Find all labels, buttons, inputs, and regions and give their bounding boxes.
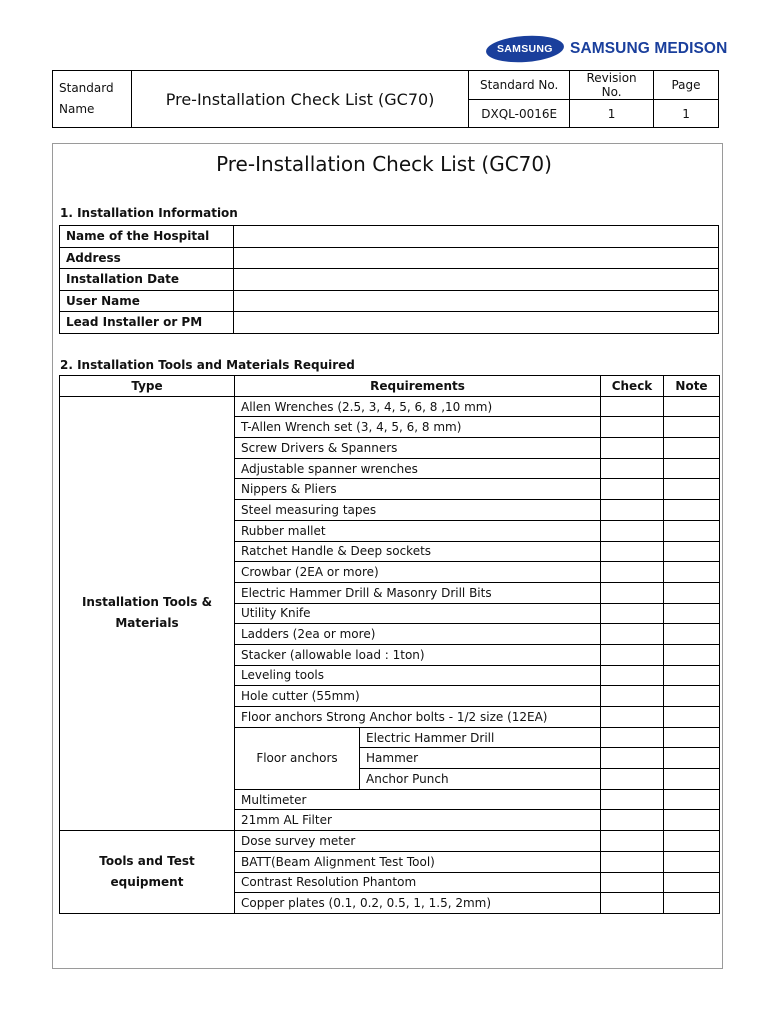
note-cell[interactable] xyxy=(664,893,720,914)
info-label: Name of the Hospital xyxy=(60,226,234,248)
check-cell[interactable] xyxy=(601,748,664,769)
note-cell[interactable] xyxy=(664,831,720,852)
standard-no-label: Standard No. xyxy=(469,71,570,100)
requirement-item: Hole cutter (55mm) xyxy=(235,686,601,707)
requirement-row xyxy=(60,831,720,852)
check-cell[interactable] xyxy=(601,686,664,707)
requirement-item: Nippers & Pliers xyxy=(235,479,601,500)
check-cell[interactable] xyxy=(601,893,664,914)
requirement-item: Stacker (allowable load : 1ton) xyxy=(235,644,601,665)
tools-materials-table xyxy=(59,375,720,914)
check-cell[interactable] xyxy=(601,769,664,790)
column-header-check: Check xyxy=(601,376,664,397)
check-cell[interactable] xyxy=(601,644,664,665)
revision-no-value: 1 xyxy=(570,100,654,128)
check-cell[interactable] xyxy=(601,479,664,500)
standard-name-value: Pre-Installation Check List (GC70) xyxy=(131,71,468,128)
check-cell[interactable] xyxy=(601,562,664,583)
requirement-item: T-Allen Wrench set (3, 4, 5, 6, 8 mm) xyxy=(235,417,601,438)
note-cell[interactable] xyxy=(664,541,720,562)
info-label: Address xyxy=(60,247,234,269)
check-cell[interactable] xyxy=(601,582,664,603)
info-value-cell[interactable] xyxy=(234,312,719,334)
requirement-item: Screw Drivers & Spanners xyxy=(235,438,601,459)
note-cell[interactable] xyxy=(664,520,720,541)
type-group-label: Tools and Test equipment xyxy=(60,831,235,914)
requirement-sub-item: Hammer xyxy=(360,748,601,769)
page-value: 1 xyxy=(654,100,719,128)
note-cell[interactable] xyxy=(664,500,720,521)
check-cell[interactable] xyxy=(601,500,664,521)
requirement-item: Utility Knife xyxy=(235,603,601,624)
info-label: Installation Date xyxy=(60,269,234,291)
check-cell[interactable] xyxy=(601,520,664,541)
check-cell[interactable] xyxy=(601,872,664,893)
check-cell[interactable] xyxy=(601,665,664,686)
info-value-cell[interactable] xyxy=(234,247,719,269)
samsung-medison-logo xyxy=(486,36,727,62)
check-cell[interactable] xyxy=(601,458,664,479)
note-cell[interactable] xyxy=(664,872,720,893)
note-cell[interactable] xyxy=(664,851,720,872)
standard-name-label: Standard Name xyxy=(53,71,132,128)
info-row xyxy=(60,290,719,312)
requirement-item: Contrast Resolution Phantom xyxy=(235,872,601,893)
check-cell[interactable] xyxy=(601,541,664,562)
requirement-item: Adjustable spanner wrenches xyxy=(235,458,601,479)
requirement-item: Leveling tools xyxy=(235,665,601,686)
info-value-cell[interactable] xyxy=(234,226,719,248)
samsung-oval-logo xyxy=(485,33,565,64)
revision-no-label: Revision No. xyxy=(570,71,654,100)
info-value-cell[interactable] xyxy=(234,269,719,291)
section-1-heading: 1. Installation Information xyxy=(60,206,238,220)
document-header-table xyxy=(52,70,719,128)
requirement-sub-item: Electric Hammer Drill xyxy=(360,727,601,748)
note-cell[interactable] xyxy=(664,727,720,748)
check-cell[interactable] xyxy=(601,727,664,748)
check-cell[interactable] xyxy=(601,707,664,728)
info-label: Lead Installer or PM xyxy=(60,312,234,334)
info-value-cell[interactable] xyxy=(234,290,719,312)
note-cell[interactable] xyxy=(664,458,720,479)
note-cell[interactable] xyxy=(664,769,720,790)
requirement-item: Rubber mallet xyxy=(235,520,601,541)
info-label: User Name xyxy=(60,290,234,312)
check-cell[interactable] xyxy=(601,831,664,852)
check-cell[interactable] xyxy=(601,851,664,872)
note-cell[interactable] xyxy=(664,644,720,665)
info-row xyxy=(60,226,719,248)
brand-name: SAMSUNG MEDISON xyxy=(570,40,728,57)
note-cell[interactable] xyxy=(664,686,720,707)
info-row xyxy=(60,312,719,334)
check-cell[interactable] xyxy=(601,789,664,810)
note-cell[interactable] xyxy=(664,665,720,686)
note-cell[interactable] xyxy=(664,624,720,645)
note-cell[interactable] xyxy=(664,438,720,459)
section-2-heading: 2. Installation Tools and Materials Required xyxy=(60,358,355,372)
column-header-type: Type xyxy=(60,376,235,397)
note-cell[interactable] xyxy=(664,748,720,769)
check-cell[interactable] xyxy=(601,417,664,438)
requirement-item: Copper plates (0.1, 0.2, 0.5, 1, 1.5, 2mm) xyxy=(235,893,601,914)
note-cell[interactable] xyxy=(664,417,720,438)
samsung-oval-text: SAMSUNG xyxy=(497,43,553,55)
info-row xyxy=(60,247,719,269)
check-cell[interactable] xyxy=(601,810,664,831)
page-label: Page xyxy=(654,71,719,100)
requirement-item: Electric Hammer Drill & Masonry Drill Bits xyxy=(235,582,601,603)
requirement-item: Steel measuring tapes xyxy=(235,500,601,521)
note-cell[interactable] xyxy=(664,396,720,417)
document-title: Pre-Installation Check List (GC70) xyxy=(216,152,552,176)
installation-info-table xyxy=(59,225,719,334)
requirement-item: Allen Wrenches (2.5, 3, 4, 5, 6, 8 ,10 mm) xyxy=(235,396,601,417)
note-cell[interactable] xyxy=(664,582,720,603)
note-cell[interactable] xyxy=(664,707,720,728)
requirement-item: 21mm AL Filter xyxy=(235,810,601,831)
note-cell[interactable] xyxy=(664,603,720,624)
check-cell[interactable] xyxy=(601,396,664,417)
column-header-requirements: Requirements xyxy=(235,376,601,397)
requirement-item: Ratchet Handle & Deep sockets xyxy=(235,541,601,562)
requirement-item: Multimeter xyxy=(235,789,601,810)
requirement-item: Crowbar (2EA or more) xyxy=(235,562,601,583)
check-cell[interactable] xyxy=(601,603,664,624)
requirement-sub-item: Anchor Punch xyxy=(360,769,601,790)
column-header-note: Note xyxy=(664,376,720,397)
note-cell[interactable] xyxy=(664,562,720,583)
check-cell[interactable] xyxy=(601,438,664,459)
note-cell[interactable] xyxy=(664,810,720,831)
note-cell[interactable] xyxy=(664,789,720,810)
requirement-item: Ladders (2ea or more) xyxy=(235,624,601,645)
requirement-item: BATT(Beam Alignment Test Tool) xyxy=(235,851,601,872)
requirement-item: Dose survey meter xyxy=(235,831,601,852)
note-cell[interactable] xyxy=(664,479,720,500)
check-cell[interactable] xyxy=(601,624,664,645)
floor-anchors-label: Floor anchors xyxy=(235,727,360,789)
requirement-item: Floor anchors Strong Anchor bolts - 1/2 size (12EA) xyxy=(235,707,601,728)
info-row xyxy=(60,269,719,291)
requirement-row xyxy=(60,396,720,417)
type-group-label: Installation Tools & Materials xyxy=(60,396,235,830)
standard-no-value: DXQL-0016E xyxy=(469,100,570,128)
